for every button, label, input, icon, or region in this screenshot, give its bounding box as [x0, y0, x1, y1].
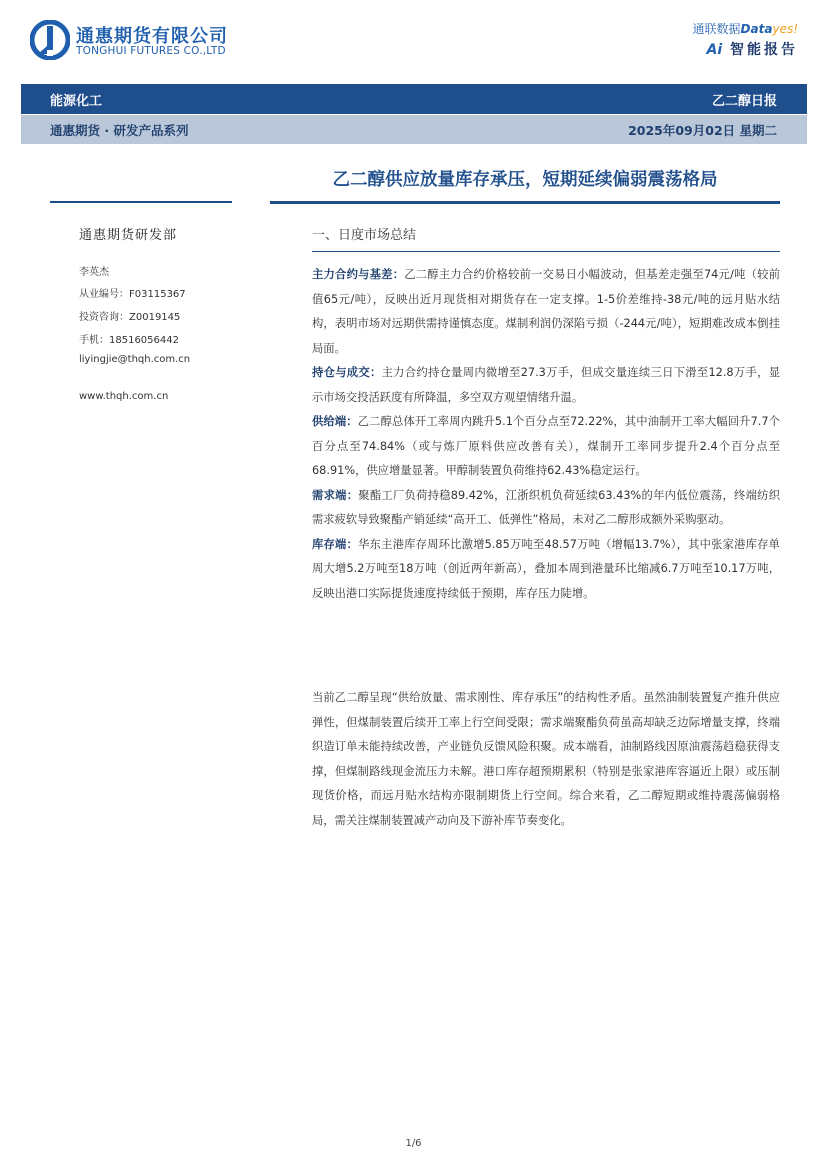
- sidebar-divider: [50, 201, 232, 203]
- company-name-en: TONGHUI FUTURES CO.,LTD: [76, 45, 226, 57]
- paragraph-label: 持仓与成交：: [312, 366, 382, 379]
- brand-prefix: 通联数据: [692, 22, 741, 36]
- paragraph-label: 库存端：: [312, 537, 359, 551]
- category-band: [21, 84, 807, 114]
- series-band: [21, 115, 807, 144]
- license-label: 从业编号：: [79, 289, 129, 300]
- paragraph-label: 需求端：: [312, 488, 359, 502]
- brand-yes: yes!: [772, 22, 798, 36]
- paragraph-text: 华东主港库存周环比激增5.85万吨至48.57万吨（增幅13.7%），其中张家港库存单周大增5.2万吨至18万吨（创近两年新高），叠加本周到港量环比缩减6.7万吨至10.17万吨，反映出港口实际提货速度持续低于预期，库存压力陡增。: [312, 537, 780, 600]
- company-name-cn: 通惠期货有限公司: [76, 26, 228, 47]
- page-number: 1/6: [405, 1138, 422, 1149]
- author-name: 李英杰: [79, 267, 109, 278]
- consult-row: [79, 308, 180, 323]
- paragraph-text: 聚酯工厂负荷持稳89.42%，江浙织机负荷延续63.43%的年内低位震荡，终端纺织需求疲软导致聚酯产销延续“高开工、低弹性”格局，未对乙二醇形成额外采购驱动。: [312, 488, 780, 526]
- paragraph-position: [312, 361, 780, 410]
- license-row: [79, 285, 186, 300]
- paragraph-text: 乙二醇总体开工率周内跳升5.1个百分点至72.22%，其中油制开工率大幅回升7.7个百分点至74.84%（或与炼厂原料供应改善有关），煤制开工率同步提升2.4个百分点至68.91%，供应增量显著。甲醇制装置负荷维持62.43%稳定运行。: [312, 415, 780, 477]
- paragraph-text: 乙二醇主力合约价格较前一交易日小幅波动，但基差走强至74元/吨（较前值65元/吨），反映出近月现货相对期货存在一定支撑。1-5价差维持-38元/吨的远月贴水结构，表明市场对远期供需持谨慎态度。煤制利润仍深陷亏损（-244元/吨），短期难改成本倒挂局面。: [312, 268, 780, 355]
- license-number: F03115367: [129, 289, 186, 300]
- paragraph-label: 供给端：: [312, 415, 358, 428]
- section-divider: [312, 251, 780, 252]
- brand-data: Data: [740, 22, 773, 36]
- paragraph-demand: [312, 484, 780, 533]
- phone-row: [79, 331, 179, 346]
- paragraph-inventory: [312, 533, 780, 607]
- summary-paragraph: 当前乙二醇呈现“供给放量、需求刚性、库存承压”的结构性矛盾。虽然油制装置复产推升供应弹性，但煤制装置后续开工率上行空间受限；需求端聚酯负荷虽高却缺乏边际增量支撑，终端织造订单未能持续改善，产业链负反馈风险积聚。成本端看，油制路线因原油震荡趋稳获得支撑，但煤制路线现金流压力未解。港口库存超预期累积（特别是张家港库容逼近上限）或压制现货价格，而远月贴水结构亦限制期货上行空间。综合来看，乙二醇短期或维持震荡偏弱格局，需关注煤制装置减产动向及下游补库节奏变化。: [312, 691, 780, 827]
- ai-report-brand: [706, 39, 798, 59]
- brand-ai: Ai: [706, 42, 723, 58]
- consult-number: Z0019145: [129, 312, 181, 323]
- market-summary: [312, 263, 780, 606]
- category-label: 能源化工: [50, 94, 103, 109]
- brand-report: 智能报告: [730, 42, 798, 58]
- title-divider: [270, 201, 780, 204]
- section-title: 一、日度市场总结: [312, 228, 417, 243]
- datayes-brand: [693, 20, 798, 37]
- phone-number: 18516056442: [109, 335, 179, 346]
- consult-label: 投资咨询：: [79, 312, 129, 323]
- paragraph-supply: [312, 410, 780, 484]
- company-logo-icon: [30, 20, 70, 60]
- website-link[interactable]: www.thqh.com.cn: [79, 391, 169, 402]
- phone-label: 手机：: [79, 335, 109, 346]
- report-date: 2025年09月02日 星期二: [628, 123, 777, 138]
- paragraph-basis: [312, 263, 780, 361]
- series-label: 通惠期货 · 研发产品系列: [50, 123, 189, 138]
- paragraph-text: 主力合约持仓量周内微增至27.3万手，但成交量连续三日下滑至12.8万手，显示市场交投活跃度有所降温，多空双方观望情绪升温。: [312, 366, 780, 404]
- report-title: 乙二醇供应放量库存承压，短期延续偏弱震荡格局: [332, 170, 718, 190]
- department-name: 通惠期货研发部: [79, 228, 178, 243]
- paragraph-label: 主力合约与基差：: [312, 268, 405, 281]
- report-type: 乙二醇日报: [711, 94, 777, 109]
- email-link[interactable]: liyingjie@thqh.com.cn: [79, 354, 191, 365]
